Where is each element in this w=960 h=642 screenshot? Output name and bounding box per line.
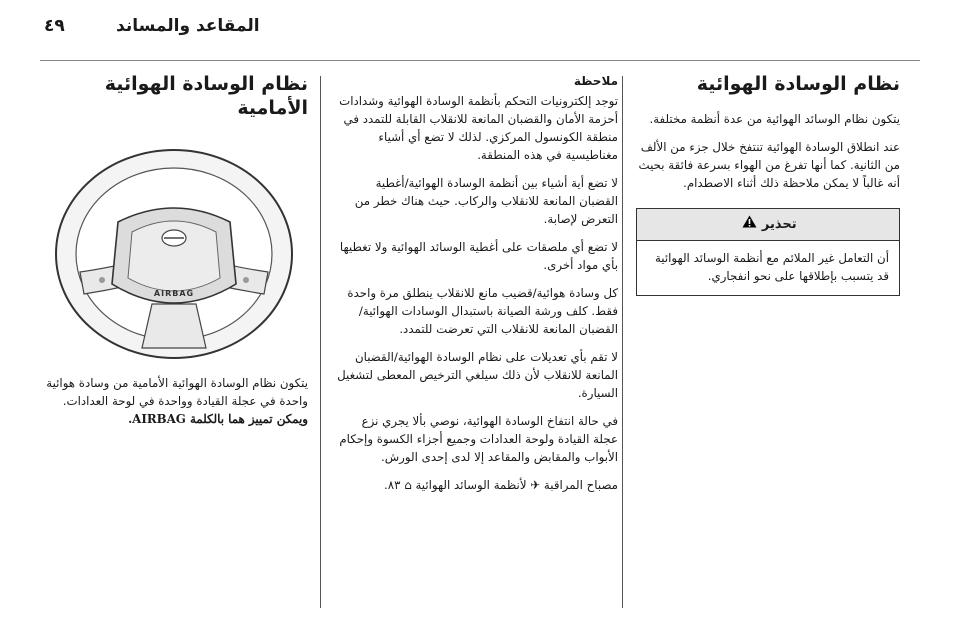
warning-lamp-reference: مصباح المراقبة ✈ لأنظمة الوسائد الهوائية ⌂ ٨٣. (384, 478, 618, 492)
column-divider-right (622, 76, 623, 608)
front-airbag-heading: نظام الوسادة الهوائية الأمامية (104, 73, 308, 119)
warning-box (636, 208, 900, 296)
front-airbag-caption (40, 374, 308, 428)
front-airbag-column (40, 72, 308, 428)
page-header (0, 0, 960, 56)
header-divider (40, 60, 920, 61)
airbag-deploy-paragraph: عند انطلاق الوسادة الهوائية تنتفخ خلال جزء من الألف من الثانية. كما أنها تفرغ من الهواء بسرعة فائقة بحيث أنه غالباً لا يمكن ملاحظة ذلك أثناء الاصطدام. (638, 140, 900, 190)
note-paragraph-2: لا تضع أية أشياء بين أنظمة الوسادة الهوائية/أغطية القضبان المانعة للانقلاب والركاب. حيث هناك خطر من التعرض لإصابة. (354, 176, 618, 226)
warning-text: أن التعامل غير الملائم مع أنظمة الوسائد الهوائية قد يتسبب بإطلاقها على نحو انفجاري. (654, 251, 889, 283)
airbag-label: AIRBAG (153, 289, 195, 298)
section-title: المقاعد والمساند (116, 16, 260, 36)
warning-header (637, 209, 899, 241)
page-number: ٤٩ (44, 16, 65, 36)
steering-wheel-illustration (40, 134, 308, 362)
note-paragraph-3: لا تضع أي ملصقات على أغطية الوسائد الهوائية ولا تغطيها بأي مواد أخرى. (339, 240, 618, 272)
note-paragraph-1: توجد إلكترونيات التحكم بأنظمة الوسادة الهوائية وشدادات أحزمة الأمان والقضبان المانعة للانقلاب القابلة للتمدد في منطقة الكونسول المركزي. لذلك لا تضع أي أشياء مغناطيسية في هذه المنطقة. (339, 94, 618, 162)
warning-triangle-icon (742, 215, 757, 234)
caption-line-3: ويمكن تمييز هما بالكلمة AIRBAG. (128, 412, 308, 426)
column-divider-left (320, 76, 321, 608)
airbag-system-heading: نظام الوسادة الهوائية (696, 73, 900, 95)
notes-column (336, 72, 618, 504)
airbag-system-column (636, 72, 900, 296)
caption-line-2: واحدة في عجلة القيادة وواحدة في لوحة العدادات. (62, 394, 308, 408)
note-paragraph-5: لا تقم بأي تعديلات على نظام الوسادة الهوائية/القضبان المانعة للانقلاب لأن ذلك سيلغي الترخيص المعطى لتشغيل السيارة. (337, 350, 618, 400)
caption-line-1: يتكون نظام الوسادة الهوائية الأمامية من وسادة هوائية (46, 376, 308, 390)
note-title: ملاحظة (573, 74, 618, 88)
note-paragraph-4: كل وسادة هوائية/قضيب مانع للانقلاب ينطلق مرة واحدة فقط. كلف ورشة الصيانة باستبدال الوسادات الهوائية/القضبان المانعة للانقلاب التي تعرضت للتمدد. (347, 286, 618, 336)
warning-title: تحذير (761, 217, 797, 232)
note-paragraph-6: في حالة انتفاخ الوسادة الهوائية، نوصي بألا يجري نزع عجلة القيادة ولوحة العدادات وجميع أجزاء الكسوة وإحكام الأبواب والمقابض والمقاعد إلا لدى إحدى الورش. (339, 414, 618, 464)
steering-wheel-icon (40, 134, 308, 362)
airbag-intro-paragraph: يتكون نظام الوسائد الهوائية من عدة أنظمة مختلفة. (649, 112, 900, 126)
